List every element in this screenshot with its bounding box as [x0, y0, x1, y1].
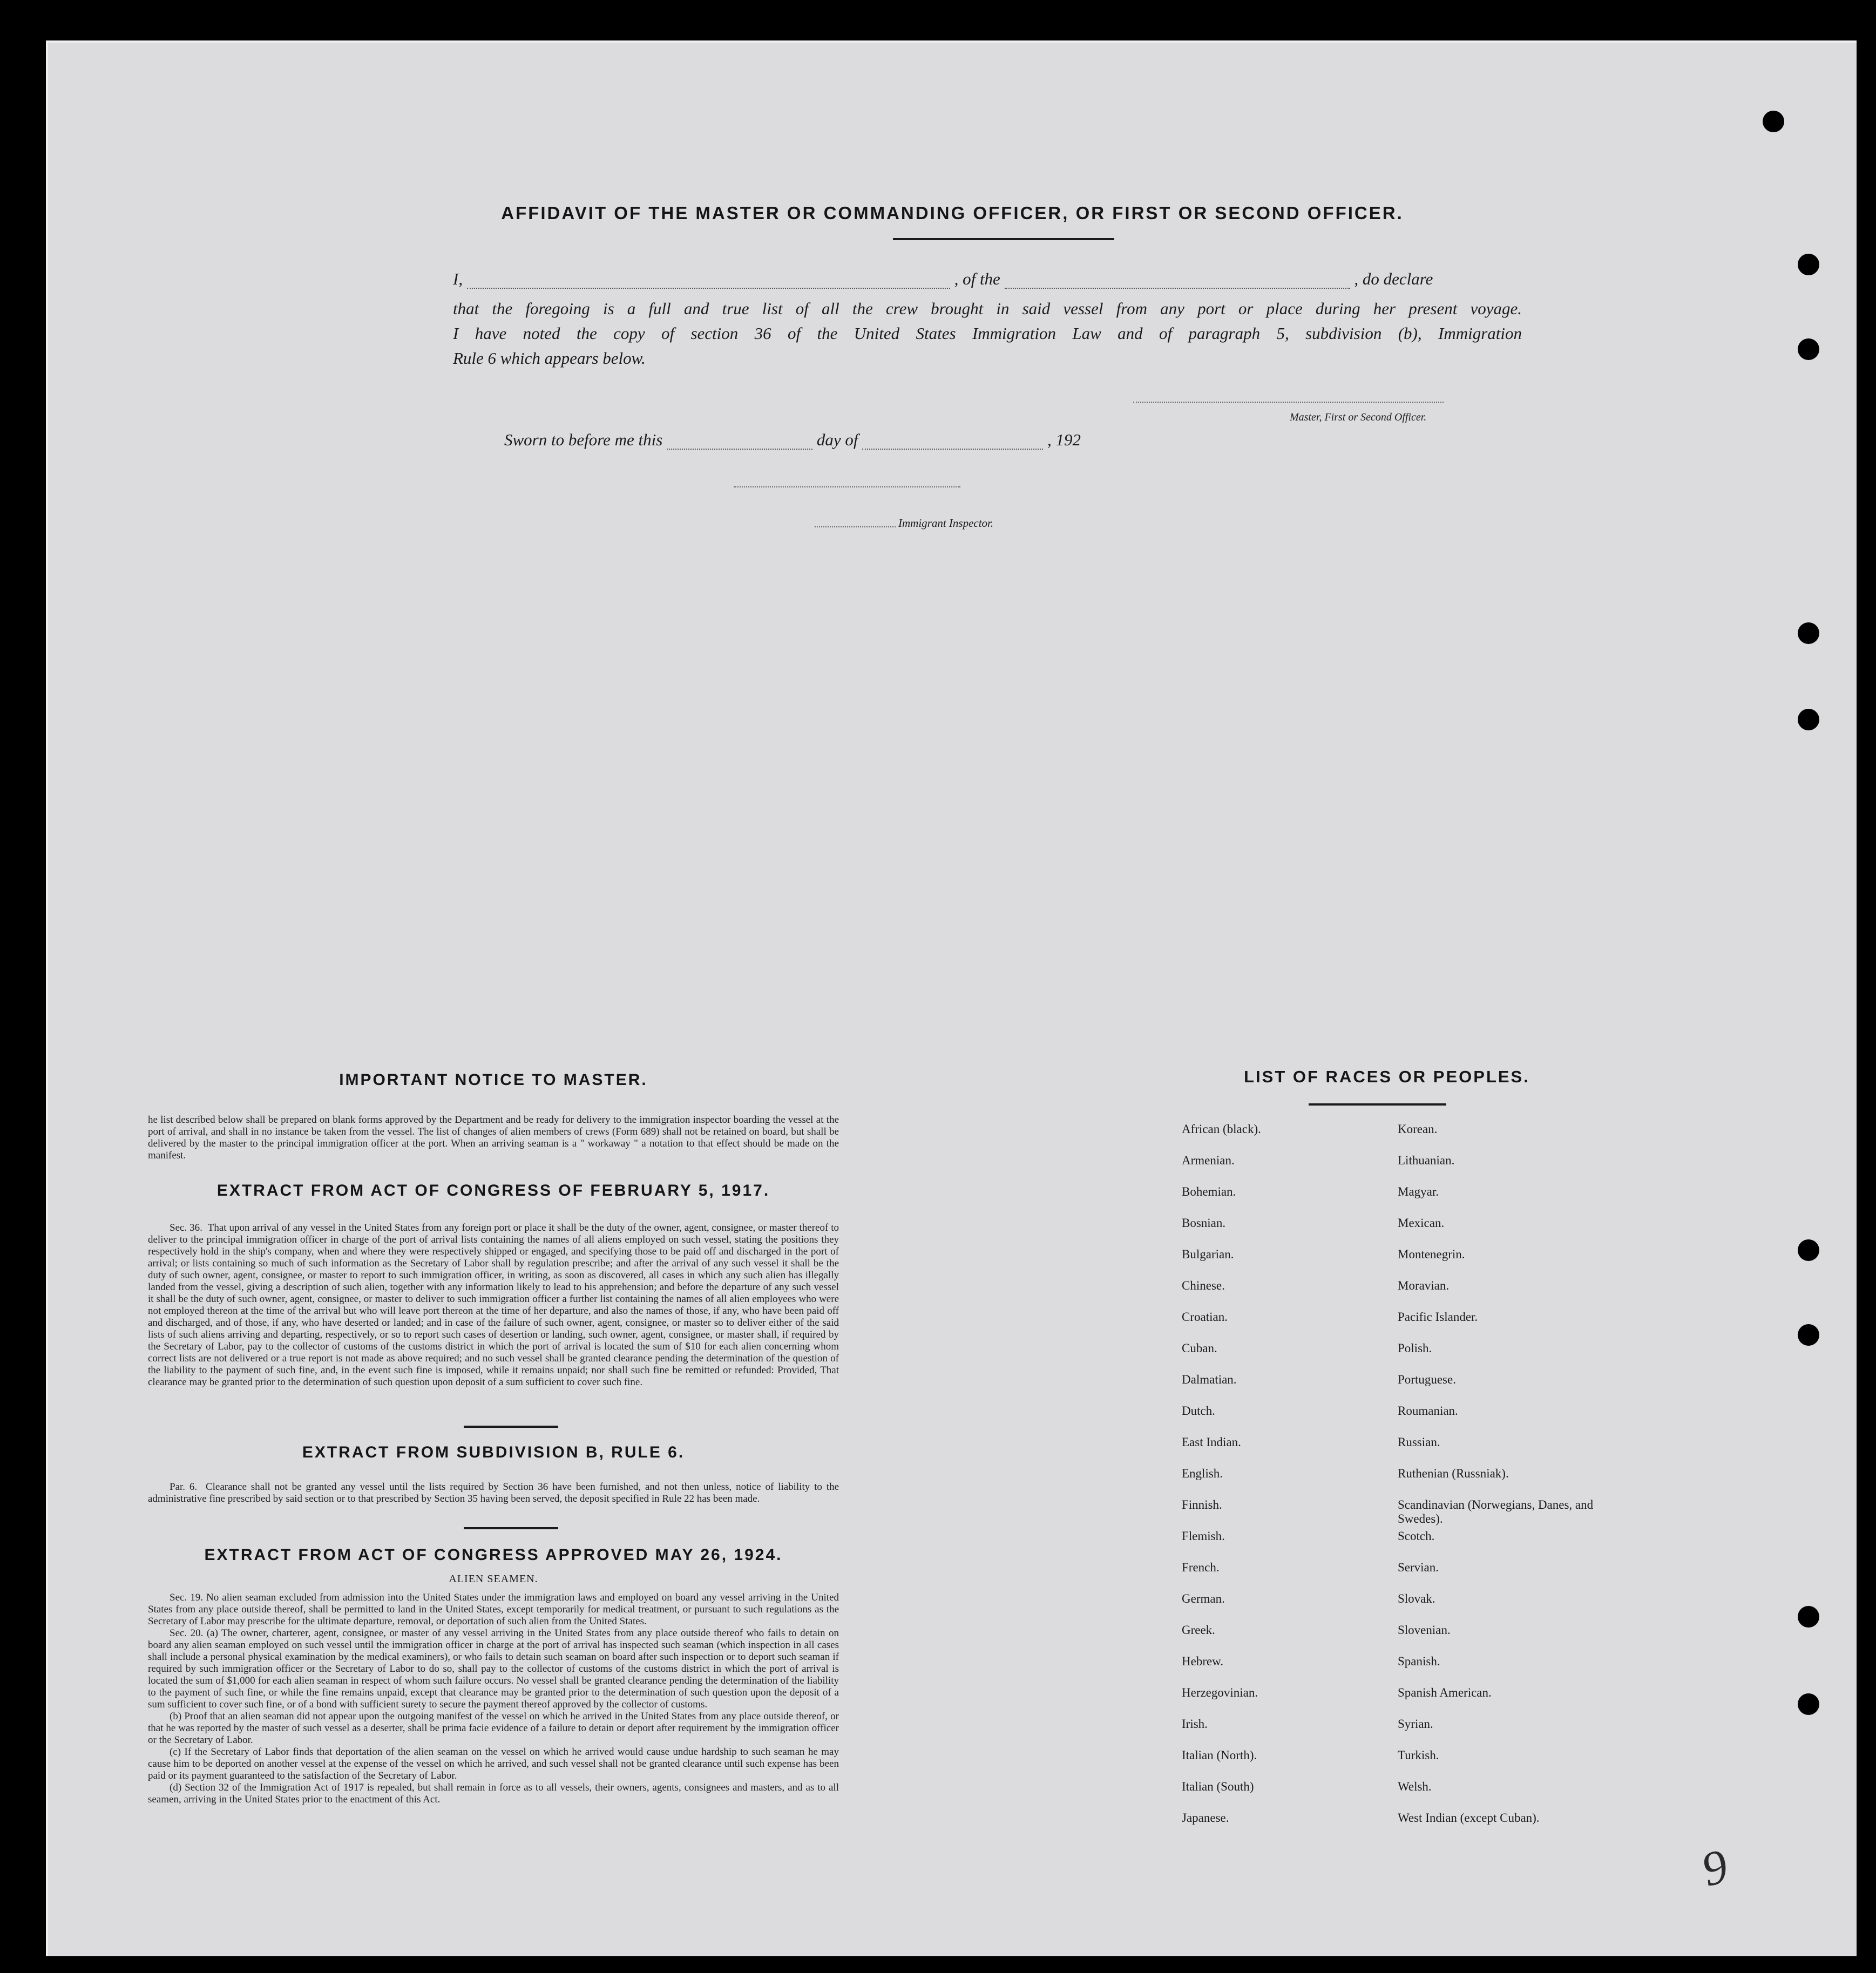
race-item: Montenegrin. [1398, 1247, 1465, 1261]
master-caption: Master, First or Second Officer. [1290, 411, 1427, 423]
sworn-month-blank[interactable] [862, 432, 1043, 450]
race-item: Russian. [1398, 1435, 1440, 1449]
race-item: Turkish. [1398, 1748, 1439, 1762]
binder-hole [1763, 111, 1784, 132]
inspector-caption: Immigrant Inspector. [898, 517, 994, 530]
race-item: Flemish. [1182, 1529, 1225, 1543]
race-item: Irish. [1182, 1717, 1208, 1731]
races-title: LIST OF RACES OR PEOPLES. [1244, 1067, 1530, 1086]
race-item: East Indian. [1182, 1435, 1241, 1449]
race-item: Cuban. [1182, 1341, 1217, 1355]
rule6-text: Clearance shall not be granted any vessel until the lists required by Section 36 have been furnished, and not then unless, notice of liability to the administrative fine prescribed by said section or to that prescribed by Section 35 having been served, the deposit specified in Rule 22 has been made. [148, 1481, 839, 1504]
race-item: Bosnian. [1182, 1216, 1226, 1230]
race-item: Magyar. [1398, 1185, 1439, 1198]
binder-hole [1798, 1239, 1819, 1261]
race-item: Welsh. [1398, 1780, 1432, 1793]
race-item: Slovenian. [1398, 1623, 1451, 1637]
race-item: Slovak. [1398, 1592, 1435, 1605]
divider-2 [464, 1527, 558, 1529]
decl-do-declare-label: , do declare [1354, 269, 1433, 288]
race-item: Japanese. [1182, 1811, 1229, 1825]
declaration-line-4: Rule 6 which appears below. [453, 349, 646, 368]
binder-hole [1798, 709, 1819, 730]
race-item: German. [1182, 1592, 1225, 1605]
notice-text: he list described below shall be prepared on blank forms approved by the Department and be ready for delivery to the immigration inspector boarding the vessel at the port of arrival, and shall in no instance be taken from the vessel. The list of changes of alien members of crews (Form 689) shall not be retained on board, but shall be delivered by the master to the principal immigration officer at the port. When an arriving seaman is a " workaway " a notation to that effect should be made on the manifest. [148, 1114, 839, 1161]
affidavit-title: AFFIDAVIT OF THE MASTER OR COMMANDING OFFICER, OR FIRST OR SECOND OFFICER. [501, 203, 1404, 223]
race-item: Scandinavian (Norwegians, Danes, and Swedes). [1398, 1498, 1594, 1525]
title-divider [893, 238, 1114, 240]
extract-1924-subtitle: ALIEN SEAMEN. [449, 1573, 538, 1585]
race-item: Dalmatian. [1182, 1373, 1237, 1386]
race-item: Lithuanian. [1398, 1154, 1455, 1167]
name-blank[interactable] [467, 272, 950, 289]
decl-of-the-label: , of the [954, 269, 1000, 288]
rule6-title: EXTRACT FROM SUBDIVISION B, RULE 6. [302, 1443, 685, 1461]
master-signature-line[interactable] [1133, 402, 1444, 403]
sec19-text: Sec. 19. No alien seaman excluded from admission into the United States under the immigration laws and employed on board any vessel arriving in the United States from any place outside thereof, shall be permitted to land in the United States, except temporarily for medical treatment, or pursuant to such regulations as the Secretary of Labor may prescribe for the ultimate departure, removal, or deportation of such alien from the United States. [148, 1592, 839, 1627]
binder-hole [1798, 338, 1819, 360]
sec20a-text: Sec. 20. (a) The owner, charterer, agent, consignee, or master of any vessel arriving in the United States from any place outside thereof who fails to detain on board any alien seaman employed on such vessel until the immigration officer in charge at the port of arrival has inspected such seaman (which inspection in all cases shall include a personal physical examination by the medical examiners), or who fails to detain such seaman on board after such inspection or to deport such seaman if required by such immigration officer or the Secretary of Labor to do so, shall pay to the collector of customs of the customs district in which the port of arrival is located the sum of $1,000 for each alien seaman in respect of whom such failure occurs. No vessel shall be granted clearance pending the determination of the liability to the payment of such fine, or while the fine remains unpaid, except that clearance may be granted prior to the determination of such question upon the deposit of a sum sufficient to cover such fine, or of a bond with sufficient surety to secure the payment thereof approved by the collector of customs. [148, 1628, 839, 1710]
race-item: Moravian. [1398, 1279, 1450, 1292]
race-item: Mexican. [1398, 1216, 1445, 1230]
binder-hole [1798, 1324, 1819, 1346]
sworn-prefix: Sworn to before me this [504, 430, 663, 449]
decl-i-label: I, [453, 269, 463, 288]
race-item: West Indian (except Cuban). [1398, 1811, 1540, 1825]
inspector-caption-leader [815, 526, 896, 527]
sworn-day-of: day of [816, 430, 858, 449]
race-item: French. [1182, 1561, 1220, 1574]
rule6-body [148, 1481, 839, 1505]
extract-1924-body [148, 1592, 839, 1806]
race-item: Roumanian. [1398, 1404, 1458, 1418]
extract-1917-body [148, 1222, 839, 1388]
divider-1 [464, 1426, 558, 1428]
declaration-line-1 [453, 269, 1522, 289]
race-item: Polish. [1398, 1341, 1432, 1355]
races-column-2 [1398, 1122, 1624, 1842]
races-column-1 [1182, 1122, 1387, 1842]
binder-hole [1798, 622, 1819, 644]
notice-title: IMPORTANT NOTICE TO MASTER. [339, 1071, 648, 1089]
race-item: Hebrew. [1182, 1655, 1224, 1668]
races-divider [1309, 1103, 1446, 1106]
handwritten-page-number: 9 [1696, 1839, 1734, 1897]
binder-hole [1798, 254, 1819, 275]
race-item: Syrian. [1398, 1717, 1433, 1731]
race-item: Servian. [1398, 1561, 1439, 1574]
race-item: Croatian. [1182, 1310, 1228, 1324]
race-item: English. [1182, 1467, 1223, 1480]
race-item: Bulgarian. [1182, 1247, 1234, 1261]
rule6-par: Par. 6. [170, 1481, 198, 1493]
inspector-signature-line[interactable] [734, 486, 960, 487]
race-item: Armenian. [1182, 1154, 1235, 1167]
race-item: Chinese. [1182, 1279, 1225, 1292]
sec20c-text: (c) If the Secretary of Labor finds that deportation of the alien seaman on the vessel on which he arrived would cause undue hardship to such seaman he may cause him to be deported on another vessel at the expense of the vessel on which he arrived, and such vessel shall not be granted clearance until such expense has been paid or its payment guaranteed to the satisfaction of the Secretary of Labor. [148, 1746, 839, 1781]
sworn-day-blank[interactable] [667, 432, 812, 450]
race-item: Bohemian. [1182, 1185, 1236, 1198]
race-item: Dutch. [1182, 1404, 1215, 1418]
sec20b-text: (b) Proof that an alien seaman did not appear upon the outgoing manifest of the vessel on which he arrived in the United States from any place outside thereof, or that he was reported by the master of such vessel as a deserter, shall be prima facie evidence of a failure to detain or deport after requirement by the immigration officer or the Secretary of Labor. [148, 1711, 839, 1746]
race-item: Scotch. [1398, 1529, 1435, 1543]
binder-hole [1798, 1606, 1819, 1628]
sworn-year: , 192 [1047, 430, 1081, 449]
race-item: Spanish. [1398, 1655, 1440, 1668]
sec20d-text: (d) Section 32 of the Immigration Act of 1917 is repealed, but shall remain in force as to all vessels, their owners, agents, consignees and masters, and as to all seamen, arriving in the United States prior to the enactment of this Act. [148, 1782, 839, 1805]
declaration-line-2: that the foregoing is a full and true list of all the crew brought in said vessel from any port or place during her present voyage. [453, 299, 1522, 318]
race-item: African (black). [1182, 1122, 1261, 1136]
race-item: Finnish. [1182, 1498, 1222, 1511]
race-item: Greek. [1182, 1623, 1215, 1637]
race-item: Herzegovinian. [1182, 1686, 1258, 1699]
binder-hole [1798, 1693, 1819, 1715]
race-item: Pacific Islander. [1398, 1310, 1478, 1324]
race-item: Ruthenian (Russniak). [1398, 1467, 1509, 1480]
extract-1917-text: That upon arrival of any vessel in the United States from any foreign port or place it shall be the duty of the owner, agent, consignee, or master thereof to deliver to the principal immigration officer in charge of the port of arrival lists containing the names of all aliens employed on such vessel, stating the positions they respectively hold in the ship's company, when and where they were respectively shipped or engaged, and specifying those to be paid off and discharged in the port of arrival; or lists containing so much of such information as the Secretary of Labor shall by regulation prescribe; and after the arrival of any such vessel it shall be the duty of such owner, agent, consignee, or master to report to such immigration officer, in writing, as soon as discovered, all cases in which any such alien has illegally landed from the vessel, giving a description of such alien, together with any information likely to lead to his apprehension; and before the departure of any such vessel it shall be the duty of such owner, agent, consignee, or master to deliver to such immigration officer a further list containing the names of all alien employees who were not employed thereon at the time of the arrival but who will leave port thereon at the time of her departure, and also the names of those, if any, who have been paid off and discharged, and of those, if any, who have deserted or landed; and in case of the failure of such owner, agent, consignee, or master so to deliver either of the said lists of such aliens arriving and departing, respectively, or so to report such cases of desertion or landing, such owner, agent, consignee, or master shall, if required by the Secretary of Labor, pay to the collector of customs of the customs district in which the port of arrival is located the sum of $10 for each alien concerning whom correct lists are not delivered or a true report is not made as above required; and no such vessel shall be granted clearance pending the determination of the question of the liability to the payment of such fine, and, in the event such fine is imposed, while it remains unpaid; nor shall such fine be remitted or refunded: Provided, That clearance may be granted prior to the determination of such question upon deposit of a sum sufficient to cover such fine. [148, 1222, 839, 1388]
extract-1917-title: EXTRACT FROM ACT OF CONGRESS OF FEBRUARY 5, 1917. [216, 1182, 770, 1199]
race-item: Portuguese. [1398, 1373, 1456, 1386]
declaration-body [453, 296, 1522, 371]
race-item: Spanish American. [1398, 1686, 1492, 1699]
sworn-line [504, 430, 1081, 450]
race-item: Italian (South) [1182, 1780, 1254, 1793]
extract-1924-title: EXTRACT FROM ACT OF CONGRESS APPROVED MAY 26, 1924. [204, 1546, 783, 1564]
race-item: Italian (North). [1182, 1748, 1257, 1762]
vessel-blank[interactable] [1005, 272, 1350, 289]
form-sheet [46, 40, 1857, 1956]
race-item: Korean. [1398, 1122, 1438, 1136]
declaration-line-3: I have noted the copy of section 36 of the United States Immigration Law and of paragraph 5, subdivision (b), Immigration [453, 324, 1522, 343]
extract-1917-section: Sec. 36. [170, 1222, 202, 1233]
